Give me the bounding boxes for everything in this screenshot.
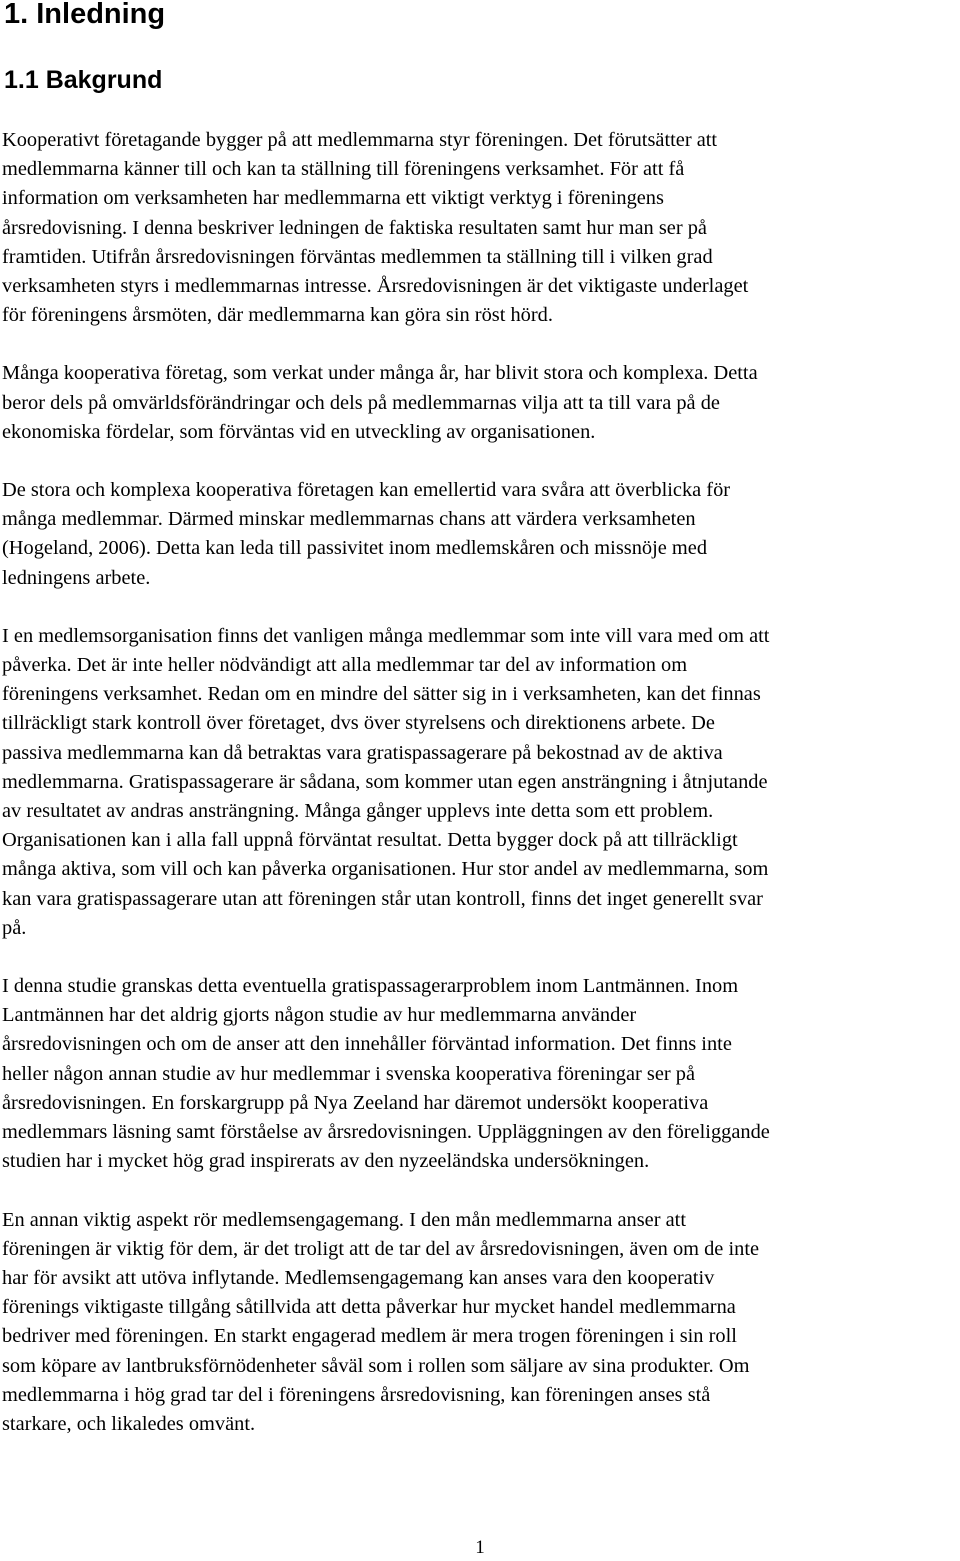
text-line: studien har i mycket hög grad inspirerats av den nyzeeländska undersökningen. [2, 1150, 650, 1173]
text-line: medlemmarna. Gratispassagerare är sådana, som kommer utan egen ansträngning i åtnjutande [2, 770, 768, 793]
text-line: medlemmarna i hög grad tar del i föreningens årsredovisning, kan föreningen anses stå [2, 1383, 711, 1406]
body-paragraph [2, 476, 958, 593]
text-line: Många kooperativa företag, som verkat under många år, har blivit stora och komplexa. Detta [2, 362, 758, 385]
page-number: 1 [475, 1537, 485, 1558]
text-line: för föreningens årsmöten, där medlemmarna kan göra sin röst hörd. [2, 304, 553, 327]
text-line: ledningens arbete. [2, 566, 151, 589]
body-text [2, 126, 958, 1468]
text-line: årsredovisningen och om de anser att den innehåller förväntad information. Det finns inte [2, 1033, 732, 1056]
text-line: starkare, och likaledes omvänt. [2, 1412, 256, 1435]
text-line: beror dels på omvärldsförändringar och dels på medlemmarnas vilja att ta till vara på de [2, 391, 720, 414]
text-line: av resultatet av andras ansträngning. Många gånger upplevs inte detta som ett problem. [2, 800, 714, 823]
text-line: många medlemmar. Därmed minskar medlemmarnas chans att värdera verksamheten [2, 508, 696, 531]
text-line: heller någon annan studie av hur medlemmar i svenska kooperativa föreningar ser på [2, 1062, 696, 1085]
text-line: passiva medlemmarna kan då betraktas vara gratispassagerare på bekostnad av de aktiva [2, 741, 723, 764]
text-line: har för avsikt att utöva inflytande. Medlemsengagemang kan anses vara den kooperativ [2, 1266, 715, 1289]
body-paragraph [2, 126, 958, 330]
body-paragraph [2, 359, 958, 447]
text-line: årsredovisning. I denna beskriver ledningen de faktiska resultaten samt hur man ser på [2, 216, 707, 239]
text-line: påverka. Det är inte heller nödvändigt att alla medlemmar tar del av information om [2, 654, 688, 677]
text-line: bedriver med föreningen. En starkt engagerad medlem är mera trogen föreningen i sin roll [2, 1325, 737, 1348]
text-line: De stora och komplexa kooperativa företagen kan emellertid vara svåra att överblicka för [2, 479, 731, 502]
text-line: verksamheten styrs i medlemmarnas intresse. Årsredovisningen är det viktigaste underlaget [2, 275, 749, 298]
text-line: Organisationen kan i alla fall uppnå förväntat resultat. Detta bygger dock på att tillräckligt [2, 829, 738, 852]
text-line: I en medlemsorganisation finns det vanligen många medlemmar som inte vill vara med om att [2, 624, 770, 647]
body-paragraph [2, 1206, 958, 1440]
text-line: förenings viktigaste tillgång såtillvida att detta påverkar hur mycket handel medlemmarna [2, 1296, 736, 1319]
text-line: årsredovisningen. En forskargrupp på Nya Zeeland har däremot undersökt kooperativa [2, 1091, 709, 1114]
text-line: föreningen är viktig för dem, är det troligt att de tar del av årsredovisningen, även om de inte [2, 1237, 760, 1260]
text-line: ekonomiska fördelar, som förväntas vid en utveckling av organisationen. [2, 420, 596, 443]
text-line: på. [2, 916, 27, 939]
text-line: Kooperativt företagande bygger på att medlemmarna styr föreningen. Det förutsätter att [2, 129, 718, 151]
text-line: En annan viktig aspekt rör medlemsengagemang. I den mån medlemmarna anser att [2, 1208, 686, 1231]
body-paragraph [2, 622, 958, 943]
text-line: information om verksamheten har medlemmarna ett viktigt verktyg i föreningens [2, 187, 664, 210]
section-title: 1.1 Bakgrund [4, 66, 163, 94]
text-line: kan vara gratispassagerare utan att föreningen står utan kontroll, finns det inget generellt svar [2, 887, 763, 910]
text-line: (Hogeland, 2006). Detta kan leda till passivitet inom medlemskåren och missnöje med [2, 537, 708, 560]
text-line: Lantmännen har det aldrig gjorts någon studie av hur medlemmarna använder [2, 1004, 637, 1027]
text-line: medlemmars läsning samt förståelse av årsredovisningen. Uppläggningen av den föreliggande [2, 1121, 770, 1144]
chapter-title: 1. Inledning [4, 0, 166, 30]
body-paragraph [2, 972, 958, 1176]
text-line: framtiden. Utifrån årsredovisningen förväntas medlemmen ta ställning till i vilken grad [2, 245, 713, 268]
text-line: medlemmarna känner till och kan ta ställning till föreningens verksamhet. För att få [2, 158, 685, 181]
text-line: många aktiva, som vill och kan påverka organisationen. Hur stor andel av medlemmarna, som [2, 858, 769, 881]
text-line: tillräckligt stark kontroll över företaget, dvs över styrelsens och direktionens arbete. De [2, 712, 715, 735]
text-line: I denna studie granskas detta eventuella gratispassagerarproblem inom Lantmännen. Inom [2, 975, 739, 998]
text-line: föreningens verksamhet. Redan om en mindre del sätter sig in i verksamheten, kan det finnas [2, 683, 761, 706]
text-line: som köpare av lantbruksförnödenheter såväl som i rollen som säljare av sina produkter. Om [2, 1354, 750, 1377]
